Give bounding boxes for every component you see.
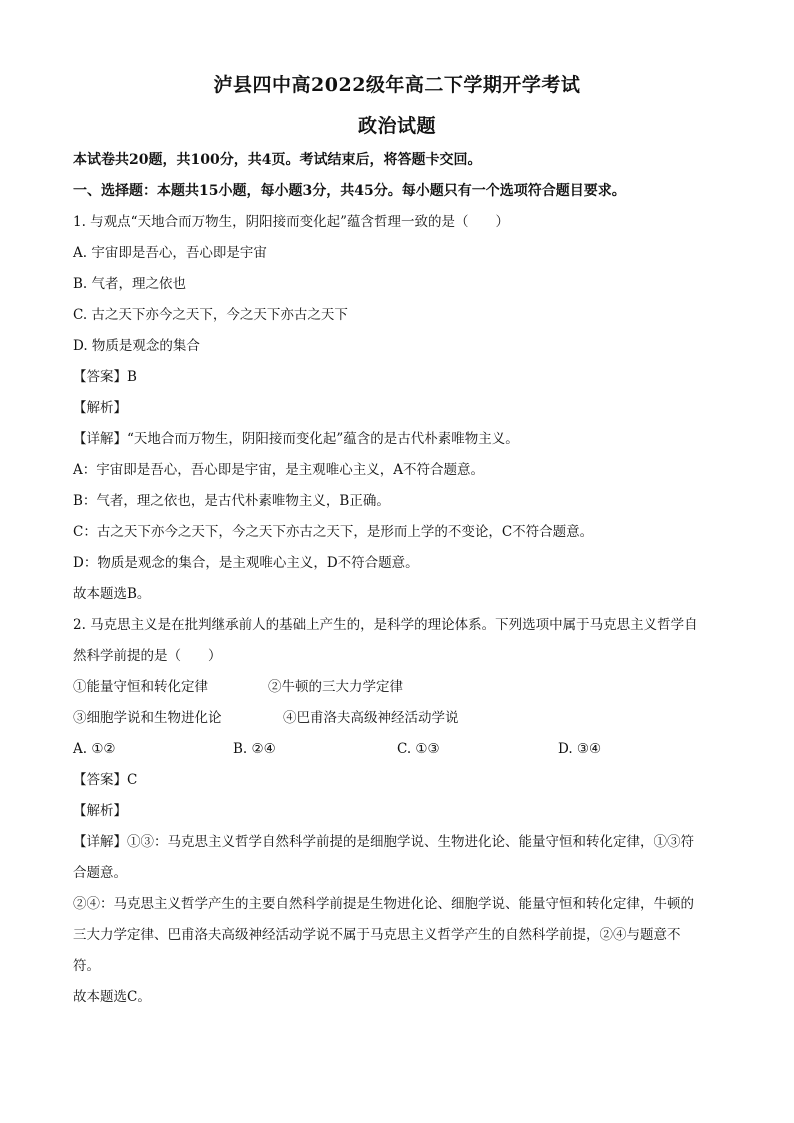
q1-stem: 1. 与观点“天地合而万物生，阴阳接而变化起”蕴含哲理一致的是（ ） [73, 214, 509, 230]
q2-item-3: ③细胞学说和生物进化论 [73, 710, 222, 726]
q1-explanation-b: B：气者，理之依也，是古代朴素唯物主义，B正确。 [73, 493, 390, 509]
q1-option-a: A. 宇宙即是吾心，吾心即是宇宙 [73, 245, 267, 261]
exam-notice: 本试卷共20题，共100分，共4页。考试结束后，将答题卡交回。 [73, 152, 482, 168]
q1-option-b: B. 气者，理之依也 [73, 276, 187, 292]
q2-explanation-line1: ②④：马克思主义哲学产生的主要自然科学前提是生物进化论、细胞学说、能量守恒和转化定律，牛顿的 [73, 896, 694, 912]
q2-detail-line2: 合题意。 [73, 865, 127, 881]
q1-answer: 【答案】B [73, 369, 137, 385]
q1-explanation-a: A：宇宙即是吾心，吾心即是宇宙，是主观唯心主义，A不符合题意。 [73, 462, 484, 478]
q1-conclusion: 故本题选B。 [73, 586, 151, 602]
q2-stem-line2: 然科学前提的是（ ） [73, 648, 222, 664]
q2-item-2: ②牛顿的三大力学定律 [268, 679, 403, 695]
q2-detail-line1: 【详解】①③：马克思主义哲学自然科学前提的是细胞学说、生物进化论、能量守恒和转化定律，①③符 [73, 834, 694, 850]
q1-detail: 【详解】“天地合而万物生，阴阳接而变化起”蕴含的是古代朴素唯物主义。 [73, 431, 519, 447]
q2-analysis-label: 【解析】 [73, 803, 127, 819]
exam-subject: 政治试题 [357, 115, 436, 137]
q2-option-c: C. ①③ [397, 741, 440, 757]
section-heading: 一、选择题：本题共15小题，每小题3分，共45分。每小题只有一个选项符合题目要求。 [73, 183, 626, 199]
q1-explanation-d: D：物质是观念的集合，是主观唯心主义，D不符合题意。 [73, 555, 419, 571]
q1-option-c: C. 古之天下亦今之天下，今之天下亦古之天下 [73, 307, 348, 323]
exam-title: 泸县四中高2022级年高二下学期开学考试 [213, 74, 581, 96]
q2-option-b: B. ②④ [233, 741, 276, 757]
q2-item-4: ④巴甫洛夫高级神经活动学说 [283, 710, 459, 726]
q1-analysis-label: 【解析】 [73, 400, 127, 416]
q1-option-d: D. 物质是观念的集合 [73, 338, 200, 354]
q2-option-a: A. ①② [73, 741, 116, 757]
q1-explanation-c: C：古之天下亦今之天下，今之天下亦古之天下，是形而上学的不变论，C不符合题意。 [73, 524, 594, 540]
q2-stem-line1: 2. 马克思主义是在批判继承前人的基础上产生的，是科学的理论体系。下列选项中属于马克思主义哲学自 [73, 617, 698, 633]
q2-explanation-line2: 三大力学定律、巴甫洛夫高级神经活动学说不属于马克思主义哲学产生的自然科学前提，②④与题意不 [73, 927, 681, 943]
q2-explanation-line3: 符。 [73, 958, 100, 974]
q2-conclusion: 故本题选C。 [73, 989, 151, 1005]
q2-options-row [73, 739, 723, 759]
q2-answer: 【答案】C [73, 772, 138, 788]
q2-option-d: D. ③④ [558, 741, 602, 757]
q2-item-1: ①能量守恒和转化定律 [73, 679, 208, 695]
